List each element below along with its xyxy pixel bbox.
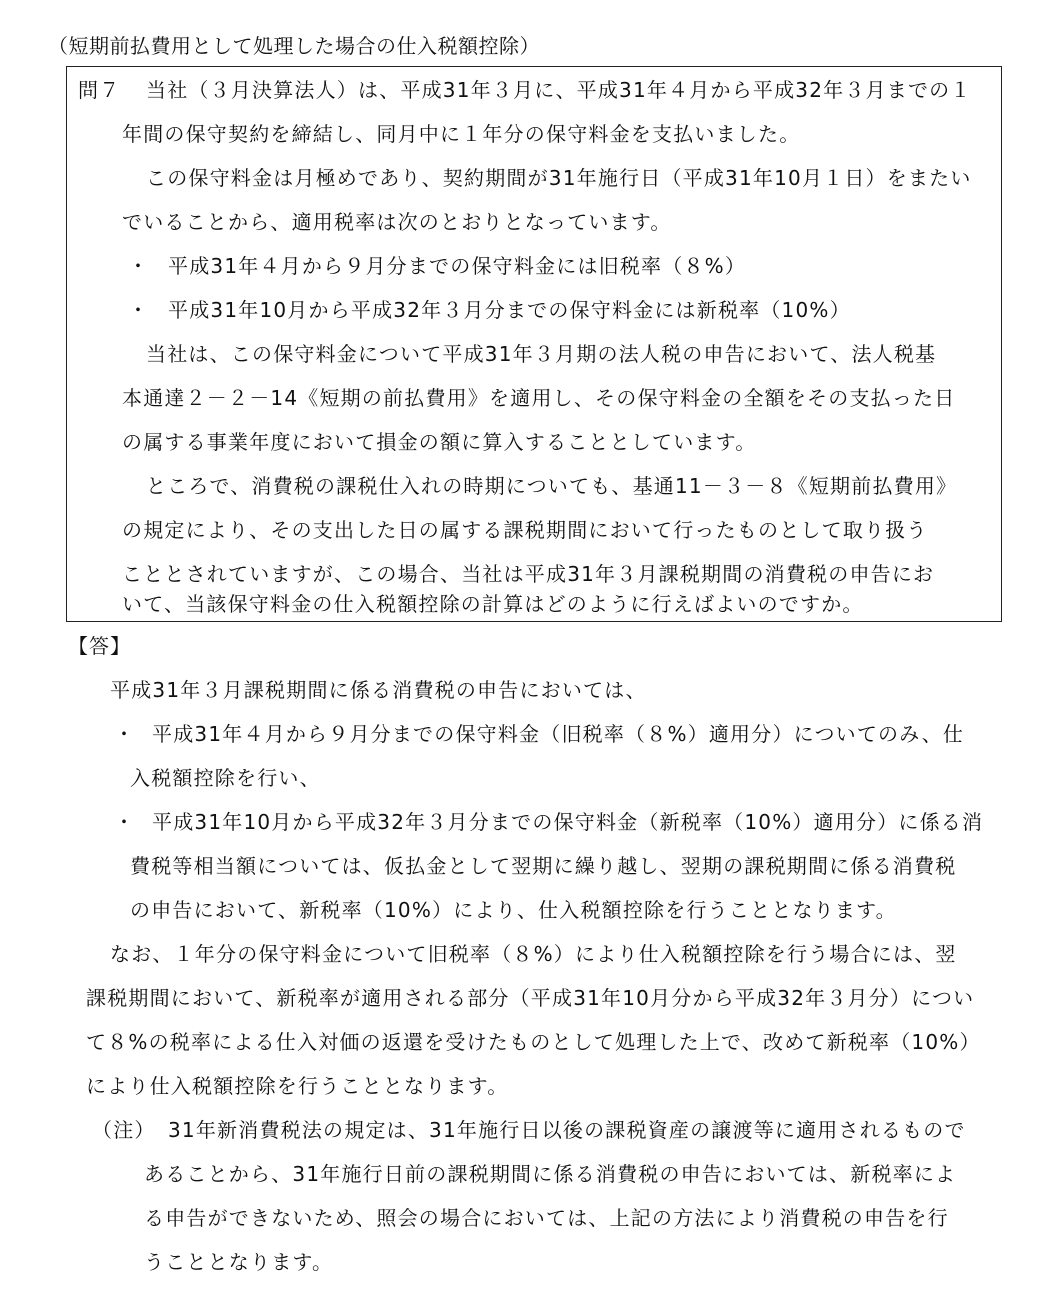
answer-line: 平成31年４月から９月分までの保守料金（旧税率（８%）適用分）についてのみ、仕 [152,722,965,746]
note-line: うこととなります。 [144,1250,334,1274]
question-line: 年間の保守契約を締結し、同月中に１年分の保守料金を支払いました。 [122,122,801,146]
answer-line: 平成31年３月課税期間に係る消費税の申告においては、 [110,678,647,702]
answer-line: により仕入税額控除を行うこととなります。 [86,1074,509,1098]
section-heading: （短期前払費用として処理した場合の仕入税額控除） [48,34,540,58]
answer-line: て８%の税率による仕入対価の返還を受けたものとして処理した上で、改めて新税率（10%） [86,1030,981,1054]
bullet-mark: ・ [114,810,134,834]
question-line: 当社は、この保守料金について平成31年３月期の法人税の申告において、法人税基 [146,342,937,366]
question-line: この保守料金は月極めであり、契約期間が31年施行日（平成31年10月１日）をまたい [146,166,972,190]
question-line: 本通達２－２－14《短期の前払費用》を適用し、その保守料金の全額をその支払った日 [122,386,956,410]
answer-line: 費税等相当額については、仮払金として翌期に繰り越し、翌期の課税期間に係る消費税 [130,854,957,878]
question-line: の属する事業年度において損金の額に算入することとしています。 [122,430,757,454]
bullet-mark: ・ [114,722,134,746]
note-line: あることから、31年施行日前の課税期間に係る消費税の申告においては、新税率によ [144,1162,957,1186]
answer-line: の申告において、新税率（10%）により、仕入税額控除を行うこととなります。 [130,898,897,922]
question-line: 平成31年10月から平成32年３月分までの保守料金には新税率（10%） [168,298,851,322]
question-line: 当社（３月決算法人）は、平成31年３月に、平成31年４月から平成32年３月までの１ [146,78,972,102]
answer-label: 【答】 [68,634,131,658]
question-line: こととされていますが、この場合、当社は平成31年３月課税期間の消費税の申告にお [122,562,935,586]
question-line: の規定により、その支出した日の属する課税期間において行ったものとして取り扱う [122,518,928,542]
note-line: る申告ができないため、照会の場合においては、上記の方法により消費税の申告を行 [144,1206,949,1230]
question-line: ところで、消費税の課税仕入れの時期についても、基通11－３－８《短期前払費用》 [146,474,958,498]
question-line: でいることから、適用税率は次のとおりとなっています。 [122,210,672,234]
question-line: いて、当該保守料金の仕入税額控除の計算はどのように行えばよいのですか。 [122,592,864,616]
note-line: 31年新消費税法の規定は、31年施行日以後の課税資産の譲渡等に適用されるもので [168,1118,966,1142]
bullet-mark: ・ [128,254,148,278]
question-label: 問７ [78,78,121,102]
answer-line: 平成31年10月から平成32年３月分までの保守料金（新税率（10%）適用分）に係る消 [152,810,984,834]
answer-line: なお、１年分の保守料金について旧税率（８%）により仕入税額控除を行う場合には、翌 [110,942,957,966]
note-label: （注） [92,1118,156,1142]
answer-line: 入税額控除を行い、 [130,766,321,790]
answer-line: 課税期間において、新税率が適用される部分（平成31年10月分から平成32年３月分）につい [86,986,975,1010]
question-line: 平成31年４月から９月分までの保守料金には旧税率（８%） [168,254,747,278]
bullet-mark: ・ [128,298,148,322]
